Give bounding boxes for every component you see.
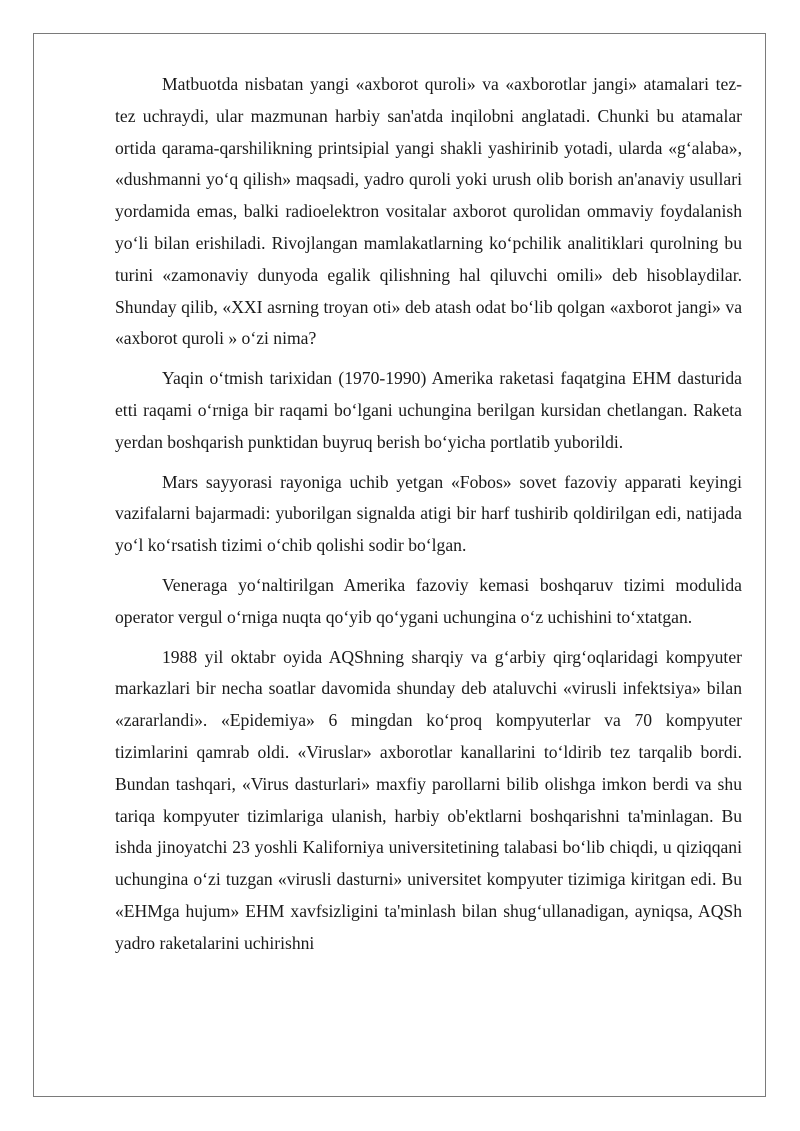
paragraph-5: 1988 yil oktabr oyida AQShning sharqiy va g‘arbiy qirg‘oqlaridagi kompyuter markazlari bir necha soatlar davomida shunday deb ataluvchi «virusli infektsiya» bilan «zararlandi». «Epidemiya» 6 mingdan ko‘proq kompyuterlar va 70 kompyuter tizimlarini qamrab oldi. «Viruslar» axborotlar kanallarini to‘ldirib tez tarqalib bordi. Bundan tashqari, «Virus dasturlari» maxfiy parollarni bilib olishga imkon berdi va shu tariqa kompyuter tizimlariga ulanish, harbiy ob'ektlarni boshqarishni ta'minlagan. Bu ishda jinoyatchi 23 yoshli Kaliforniya universitetining talabasi bo‘lib chiqdi, u qiziqqani uchungina o‘zi tuzgan «virusli dasturni» universitet kompyuter tizimiga kiritgan edi. Bu «EHMga hujum» EHM xavfsizligini ta'minlash bilan shug‘ullanadigan, ayniqsa, AQSh yadro raketalarini uchirishni [115, 646, 742, 953]
paragraph-4: Veneraga yo‘naltirilgan Amerika fazoviy kemasi boshqaruv tizimi modulida operator vergul o‘rniga nuqta qo‘yib qo‘ygani uchungina o‘z uchishini to‘xtatgan. [115, 574, 742, 627]
paragraph-2: Yaqin o‘tmish tarixidan (1970-1990) Amerika raketasi faqatgina EHM dasturida etti raqami o‘rniga bir raqami bo‘lgani uchungina berilgan kursidan chetlangan. Raketa yerdan boshqarish punktidan buyruq berish bo‘yicha portlatib yuborildi. [115, 368, 742, 452]
paragraph-3: Mars sayyorasi rayoniga uchib yetgan «Fobos» sovet fazoviy apparati keyingi vazifalarni bajarmadi: yuborilgan signalda atigi bir harf tushirib qoldirilgan edi, natijada yo‘l ko‘rsatish tizimi o‘chib qolishi sodir bo‘lgan. [115, 471, 742, 556]
document-body [115, 69, 742, 968]
paragraph-1: Matbuotda nisbatan yangi «axborot quroli» va «axborotlar jangi» atamalari tez-tez uchraydi, ular mazmunan harbiy san'atda inqilobni anglatadi. Chunki bu atamalar ortida qarama-qarshilikning printsipial yangi shakli yashirinib yotadi, ularda «g‘alaba», «dushmanni yo‘q qilish» maqsadi, yadro quroli yoki urush olib borish an'anaviy usullari yordamida emas, balki radioelektron vositalar axborot qurolidan ommaviy foydalanish yo‘li bilan erishiladi. Rivojlangan mamlakatlarning ko‘pchilik analitiklari qurolning bu turini «zamonaviy dunyoda egalik qilishning hal qiluvchi omili» deb hisoblaydilar. Shunday qilib, «XXI asrning troyan oti» deb atash odat bo‘lib qolgan «axborot jangi» va «axborot quroli » o‘zi nima? [115, 74, 742, 349]
